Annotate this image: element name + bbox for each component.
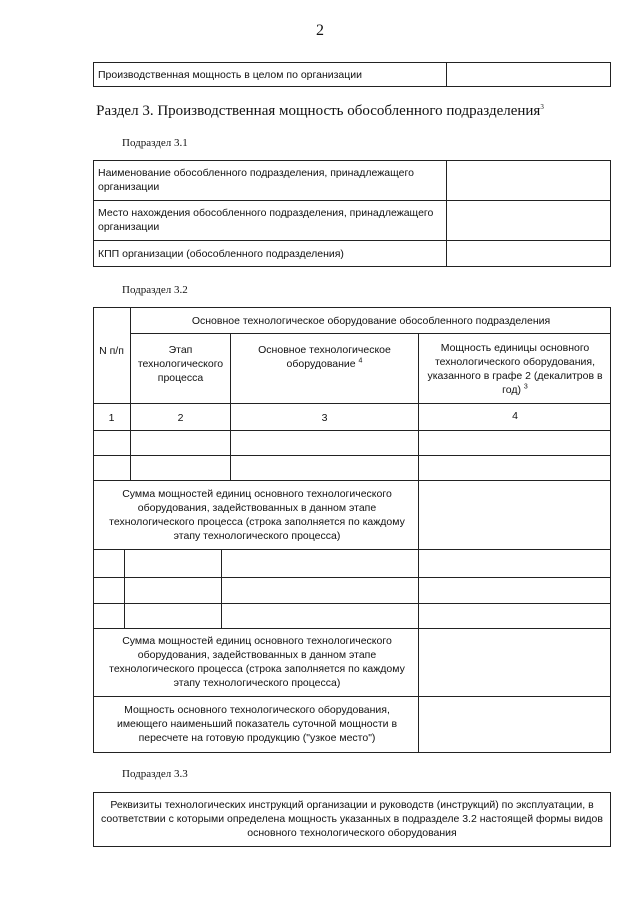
- subsection-3-1-label: Подраздел 3.1: [122, 137, 188, 149]
- subsection-3-2-label: Подраздел 3.2: [122, 284, 188, 296]
- sum-label-1: Сумма мощностей единиц основного технологического оборудования, задействованных в данном этапе технологического процесса (строка заполняется по каждому этапу технологического процесса): [109, 488, 405, 542]
- col-header-stage: Этап технологического процесса: [137, 344, 224, 384]
- overall-capacity-label: Производственная мощность в целом по организации: [98, 69, 363, 81]
- subsection-3-3-label: Подраздел 3.3: [122, 768, 188, 780]
- sum-label-2: Сумма мощностей единиц основного технологического оборудования, задействованных в данном этапе технологического процесса (строка заполняется по каждому этапу технологического процесса): [109, 635, 405, 689]
- bottleneck-label: Мощность основного технологического оборудования, имеющего наименьший показатель суточной мощности в пересчете на готовую продукцию ("узкое место"): [116, 704, 398, 744]
- col-num-2: 2: [177, 412, 184, 424]
- kpp-label: КПП организации (обособленного подразделения): [98, 248, 344, 260]
- col-num-1: 1: [108, 412, 115, 424]
- col-header-capacity: Мощность единицы основного технологического оборудования, указанного в графе 2 (декалитров в год) $^3$: [427, 342, 603, 396]
- op-name-label: Наименование обособленного подразделения, принадлежащего организации: [98, 167, 414, 193]
- page-number: 2: [316, 22, 324, 39]
- header-span: Основное технологическое оборудование обособленного подразделения: [191, 315, 551, 327]
- requisites-text: Реквизиты технологических инструкций организации и руководств (инструкций) по эксплуатации, в соответствии с которыми определена мощность указанных в подразделе 3.2 настоящей формы видов основного технологического оборудования: [101, 799, 603, 839]
- col-header-equipment: Основное технологическое оборудование $^4$: [258, 344, 391, 370]
- section-title: Раздел 3. Производственная мощность обособленного подразделения$^3$: [96, 103, 544, 119]
- col-header-number: N п/п: [99, 345, 124, 357]
- op-location-label: Место нахождения обособленного подразделения, принадлежащего организации: [98, 207, 434, 233]
- col-num-3: 3: [321, 412, 328, 424]
- col-num-4: 4: [512, 410, 518, 422]
